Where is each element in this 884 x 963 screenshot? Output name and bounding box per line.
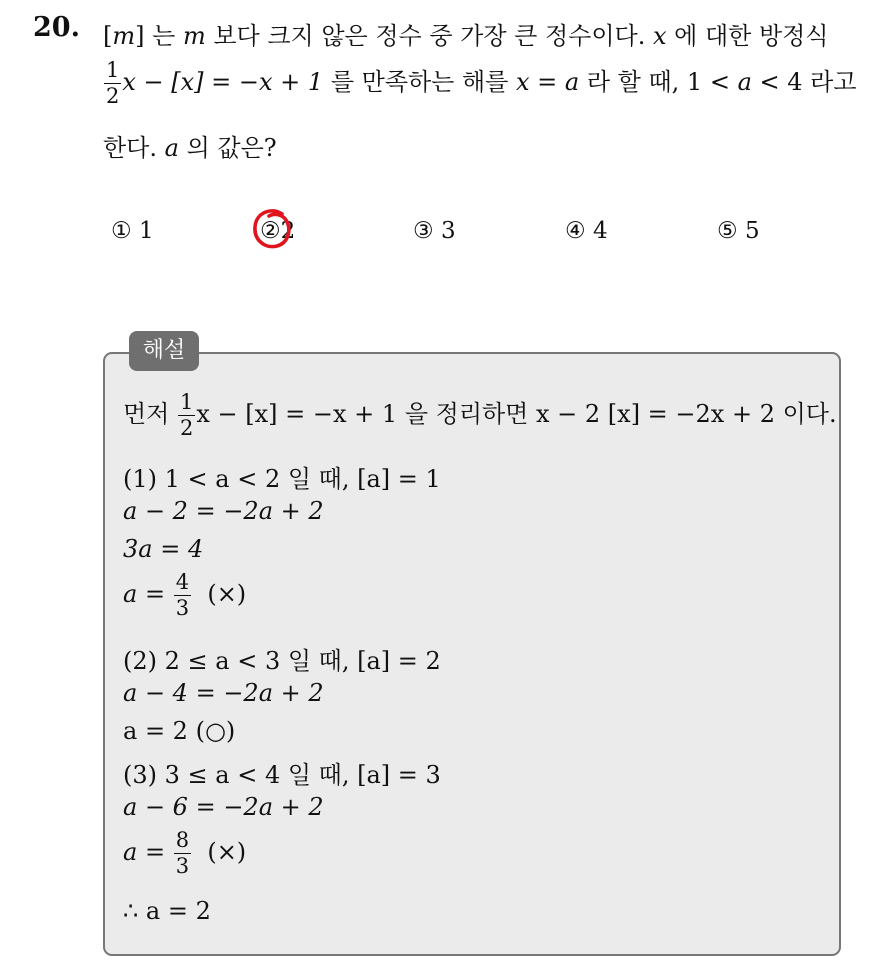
choice-value: 1	[138, 218, 154, 244]
text: 먼저	[123, 400, 177, 428]
choice-marker: ②	[260, 218, 281, 244]
text: 에 대한 방정식	[666, 22, 829, 50]
choice-marker: ①	[111, 218, 132, 244]
var-m: m	[112, 22, 136, 50]
solution-line-6: (2) 2 ≤ a < 3 일 때, [a] = 2	[123, 647, 441, 675]
solution-line-1	[123, 392, 837, 439]
choice-1[interactable]	[111, 218, 154, 244]
fraction	[174, 572, 191, 619]
frac-denominator: 2	[106, 84, 120, 108]
frac-denominator: 3	[175, 854, 190, 878]
text: 한다.	[103, 134, 165, 162]
equation: x − [x] = −x + 1	[122, 68, 324, 96]
frac-numerator: 1	[180, 390, 194, 414]
frac-denominator: 3	[175, 596, 190, 620]
solution-line-9: (3) 3 ≤ a < 4 일 때, [a] = 3	[123, 761, 441, 789]
text: 를 만족하는 해를	[323, 68, 516, 96]
solution-line-7: a − 4 = −2a + 2	[123, 679, 324, 707]
var-a: a	[164, 134, 179, 162]
bracket-open: [	[103, 22, 113, 50]
fraction-half	[178, 392, 195, 439]
choice-3[interactable]	[413, 218, 456, 244]
text: (×)	[207, 580, 247, 608]
text: < 4 라고	[751, 68, 857, 96]
solution-line-10: a − 6 = −2a + 2	[123, 793, 324, 821]
fraction-half	[104, 60, 121, 107]
solution-line-3: a − 2 = −2a + 2	[123, 497, 324, 525]
var-x: x	[652, 22, 667, 50]
text: 보다 크지 않은 정수 중 가장 큰 정수이다.	[205, 22, 653, 50]
solution-line-4: 3a = 4	[123, 535, 204, 563]
choice-value: 5	[744, 218, 760, 244]
text: a =	[123, 580, 173, 608]
var-a: a	[737, 68, 752, 96]
solution-line-5	[123, 572, 246, 619]
choice-marker: ③	[413, 218, 434, 244]
equation: x = a	[516, 68, 580, 96]
frac-numerator: 8	[175, 828, 190, 852]
frac-numerator: 1	[106, 58, 120, 82]
solution-line-12: ∴ a = 2	[123, 897, 211, 925]
choice-marker: ④	[565, 218, 586, 244]
choice-4[interactable]	[565, 218, 608, 244]
solution-line-8: a = 2 (○)	[123, 717, 236, 745]
question-line-3	[103, 128, 277, 163]
question-line-1	[103, 16, 829, 51]
text: x − [x] = −x + 1 을 정리하면 x − 2 [x] = −2x + 2 이다.	[196, 400, 837, 428]
solution-badge: 해설	[129, 331, 199, 371]
choice-value: 4	[592, 218, 608, 244]
choice-value: 3	[440, 218, 456, 244]
text: ] 는	[135, 22, 183, 50]
solution-line-11	[123, 830, 246, 877]
answer-circle-mark-icon	[252, 208, 292, 250]
choice-5[interactable]	[717, 218, 760, 244]
choice-marker: ⑤	[717, 218, 738, 244]
solution-line-2: (1) 1 < a < 2 일 때, [a] = 1	[123, 465, 441, 493]
text: 라 할 때, 1 <	[579, 68, 738, 96]
var-m: m	[182, 22, 206, 50]
frac-denominator: 2	[180, 416, 194, 440]
text: (×)	[207, 838, 247, 866]
frac-numerator: 4	[175, 570, 190, 594]
text: 의 값은?	[178, 134, 277, 162]
text: a =	[123, 838, 173, 866]
question-number: 20.	[33, 12, 80, 43]
question-line-2	[103, 60, 857, 107]
choice-value: 2	[280, 218, 296, 244]
fraction	[174, 830, 191, 877]
